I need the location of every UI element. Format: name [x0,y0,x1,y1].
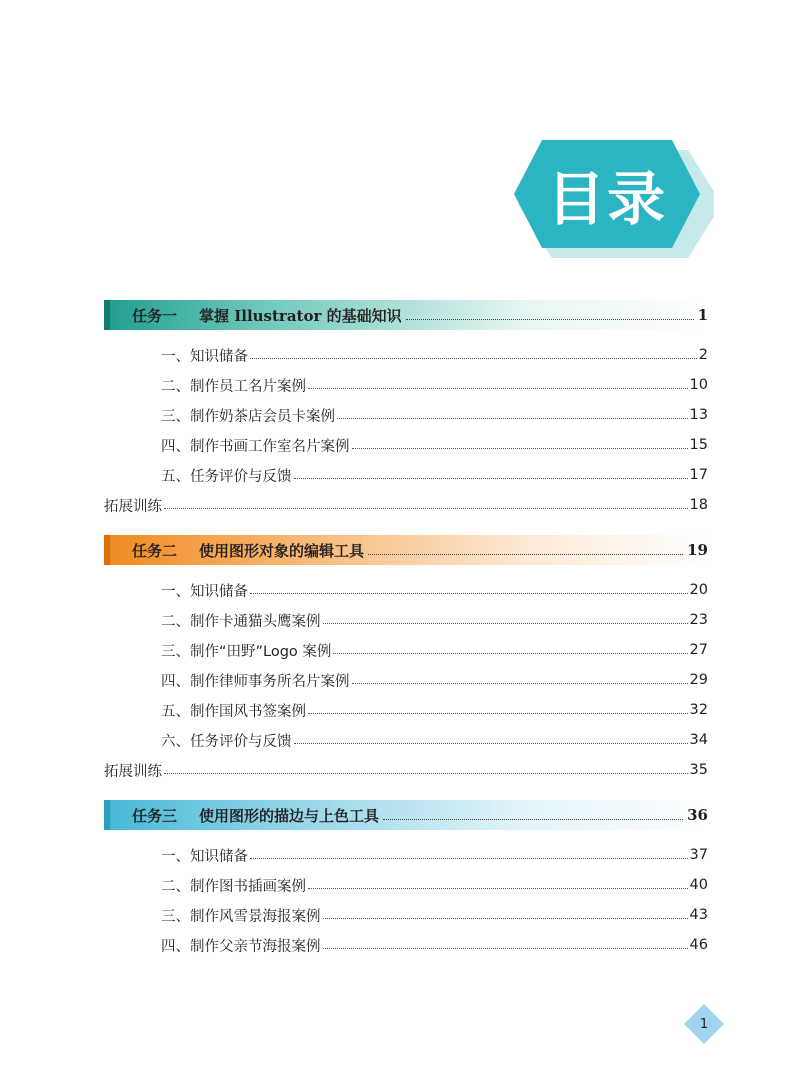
entry-title: 三、制作奶茶店会员卡案例 [161,408,335,425]
entry-title: 二、制作卡通猫头鹰案例 [161,613,321,630]
entry-title: 四、制作书画工作室名片案例 [161,438,350,455]
section-page: 1 [697,306,708,324]
entry-title: 四、制作父亲节海报案例 [161,938,321,955]
entry-page: 34 [689,732,708,748]
list-item[interactable] [161,725,708,755]
leader-dots [383,819,683,820]
list-item[interactable] [161,370,708,400]
entry-title: 六、任务评价与反馈 [161,733,292,750]
leader-dots [323,918,688,919]
list-item[interactable] [161,870,708,900]
entry-title: 五、制作国风书签案例 [161,703,306,720]
list-item[interactable] [161,605,708,635]
section-page: 36 [687,806,708,824]
toc-title-badge [514,140,714,258]
entry-page: 37 [689,847,708,863]
list-item[interactable] [161,430,708,460]
list-item[interactable] [161,695,708,725]
page-title: 目录 [546,165,667,233]
leader-dots [368,554,683,555]
entry-page: 13 [689,407,708,423]
section-number: 任务三 [132,806,178,825]
section-number: 任务二 [132,541,178,560]
entry-page: 10 [689,377,708,393]
section-header[interactable] [104,800,708,830]
list-item[interactable] [161,930,708,960]
list-item[interactable] [161,340,708,370]
list-item[interactable] [104,490,708,520]
list-item[interactable] [161,900,708,930]
section-title: 掌握 Illustrator 的基础知识 [199,306,402,325]
entry-title: 拓展训练 [104,763,162,780]
entry-title: 四、制作律师事务所名片案例 [161,673,350,690]
list-item[interactable] [161,840,708,870]
list-item[interactable] [161,575,708,605]
section-page: 19 [687,541,708,559]
list-item[interactable] [161,665,708,695]
section-header[interactable] [104,535,708,565]
leader-dots [164,508,688,509]
section-number: 任务一 [132,306,178,325]
leader-dots [308,713,688,714]
entry-title: 拓展训练 [104,498,162,515]
leader-dots [294,743,688,744]
entry-page: 40 [689,877,708,893]
leader-dots [294,478,688,479]
entry-page: 27 [689,642,708,658]
entry-page: 18 [689,497,708,513]
page-number: 1 [699,1016,709,1032]
list-item[interactable] [161,635,708,665]
entry-title: 一、知识储备 [161,348,248,365]
entry-page: 2 [698,347,708,363]
entry-title: 一、知识储备 [161,583,248,600]
list-item[interactable] [104,755,708,785]
leader-dots [333,653,687,654]
section-task-3 [104,800,708,960]
leader-dots [406,319,694,320]
leader-dots [352,683,688,684]
entry-page: 29 [689,672,708,688]
entry-page: 32 [689,702,708,718]
leader-dots [308,388,688,389]
entry-page: 23 [689,612,708,628]
leader-dots [323,948,688,949]
entry-page: 43 [689,907,708,923]
leader-dots [164,773,688,774]
leader-dots [250,593,688,594]
entry-list [104,840,708,960]
leader-dots [308,888,688,889]
entry-title: 三、制作风雪景海报案例 [161,908,321,925]
section-task-2 [104,535,708,785]
section-header[interactable] [104,300,708,330]
entry-list [104,575,708,785]
entry-title: 二、制作员工名片案例 [161,378,306,395]
entry-page: 15 [689,437,708,453]
leader-dots [323,623,688,624]
entry-title: 三、制作“田野”Logo 案例 [161,643,332,660]
leader-dots [250,358,697,359]
entry-title: 五、任务评价与反馈 [161,468,292,485]
leader-dots [337,418,688,419]
entry-page: 35 [689,762,708,778]
entry-page: 17 [689,467,708,483]
section-title: 使用图形对象的编辑工具 [199,541,365,560]
section-title: 使用图形的描边与上色工具 [199,806,380,825]
section-task-1 [104,300,708,520]
entry-list [104,340,708,520]
entry-title: 一、知识储备 [161,848,248,865]
list-item[interactable] [161,460,708,490]
page-number-badge [682,1002,726,1046]
list-item[interactable] [161,400,708,430]
leader-dots [250,858,688,859]
entry-title: 二、制作图书插画案例 [161,878,306,895]
entry-page: 46 [689,937,708,953]
entry-page: 20 [689,582,708,598]
leader-dots [352,448,688,449]
